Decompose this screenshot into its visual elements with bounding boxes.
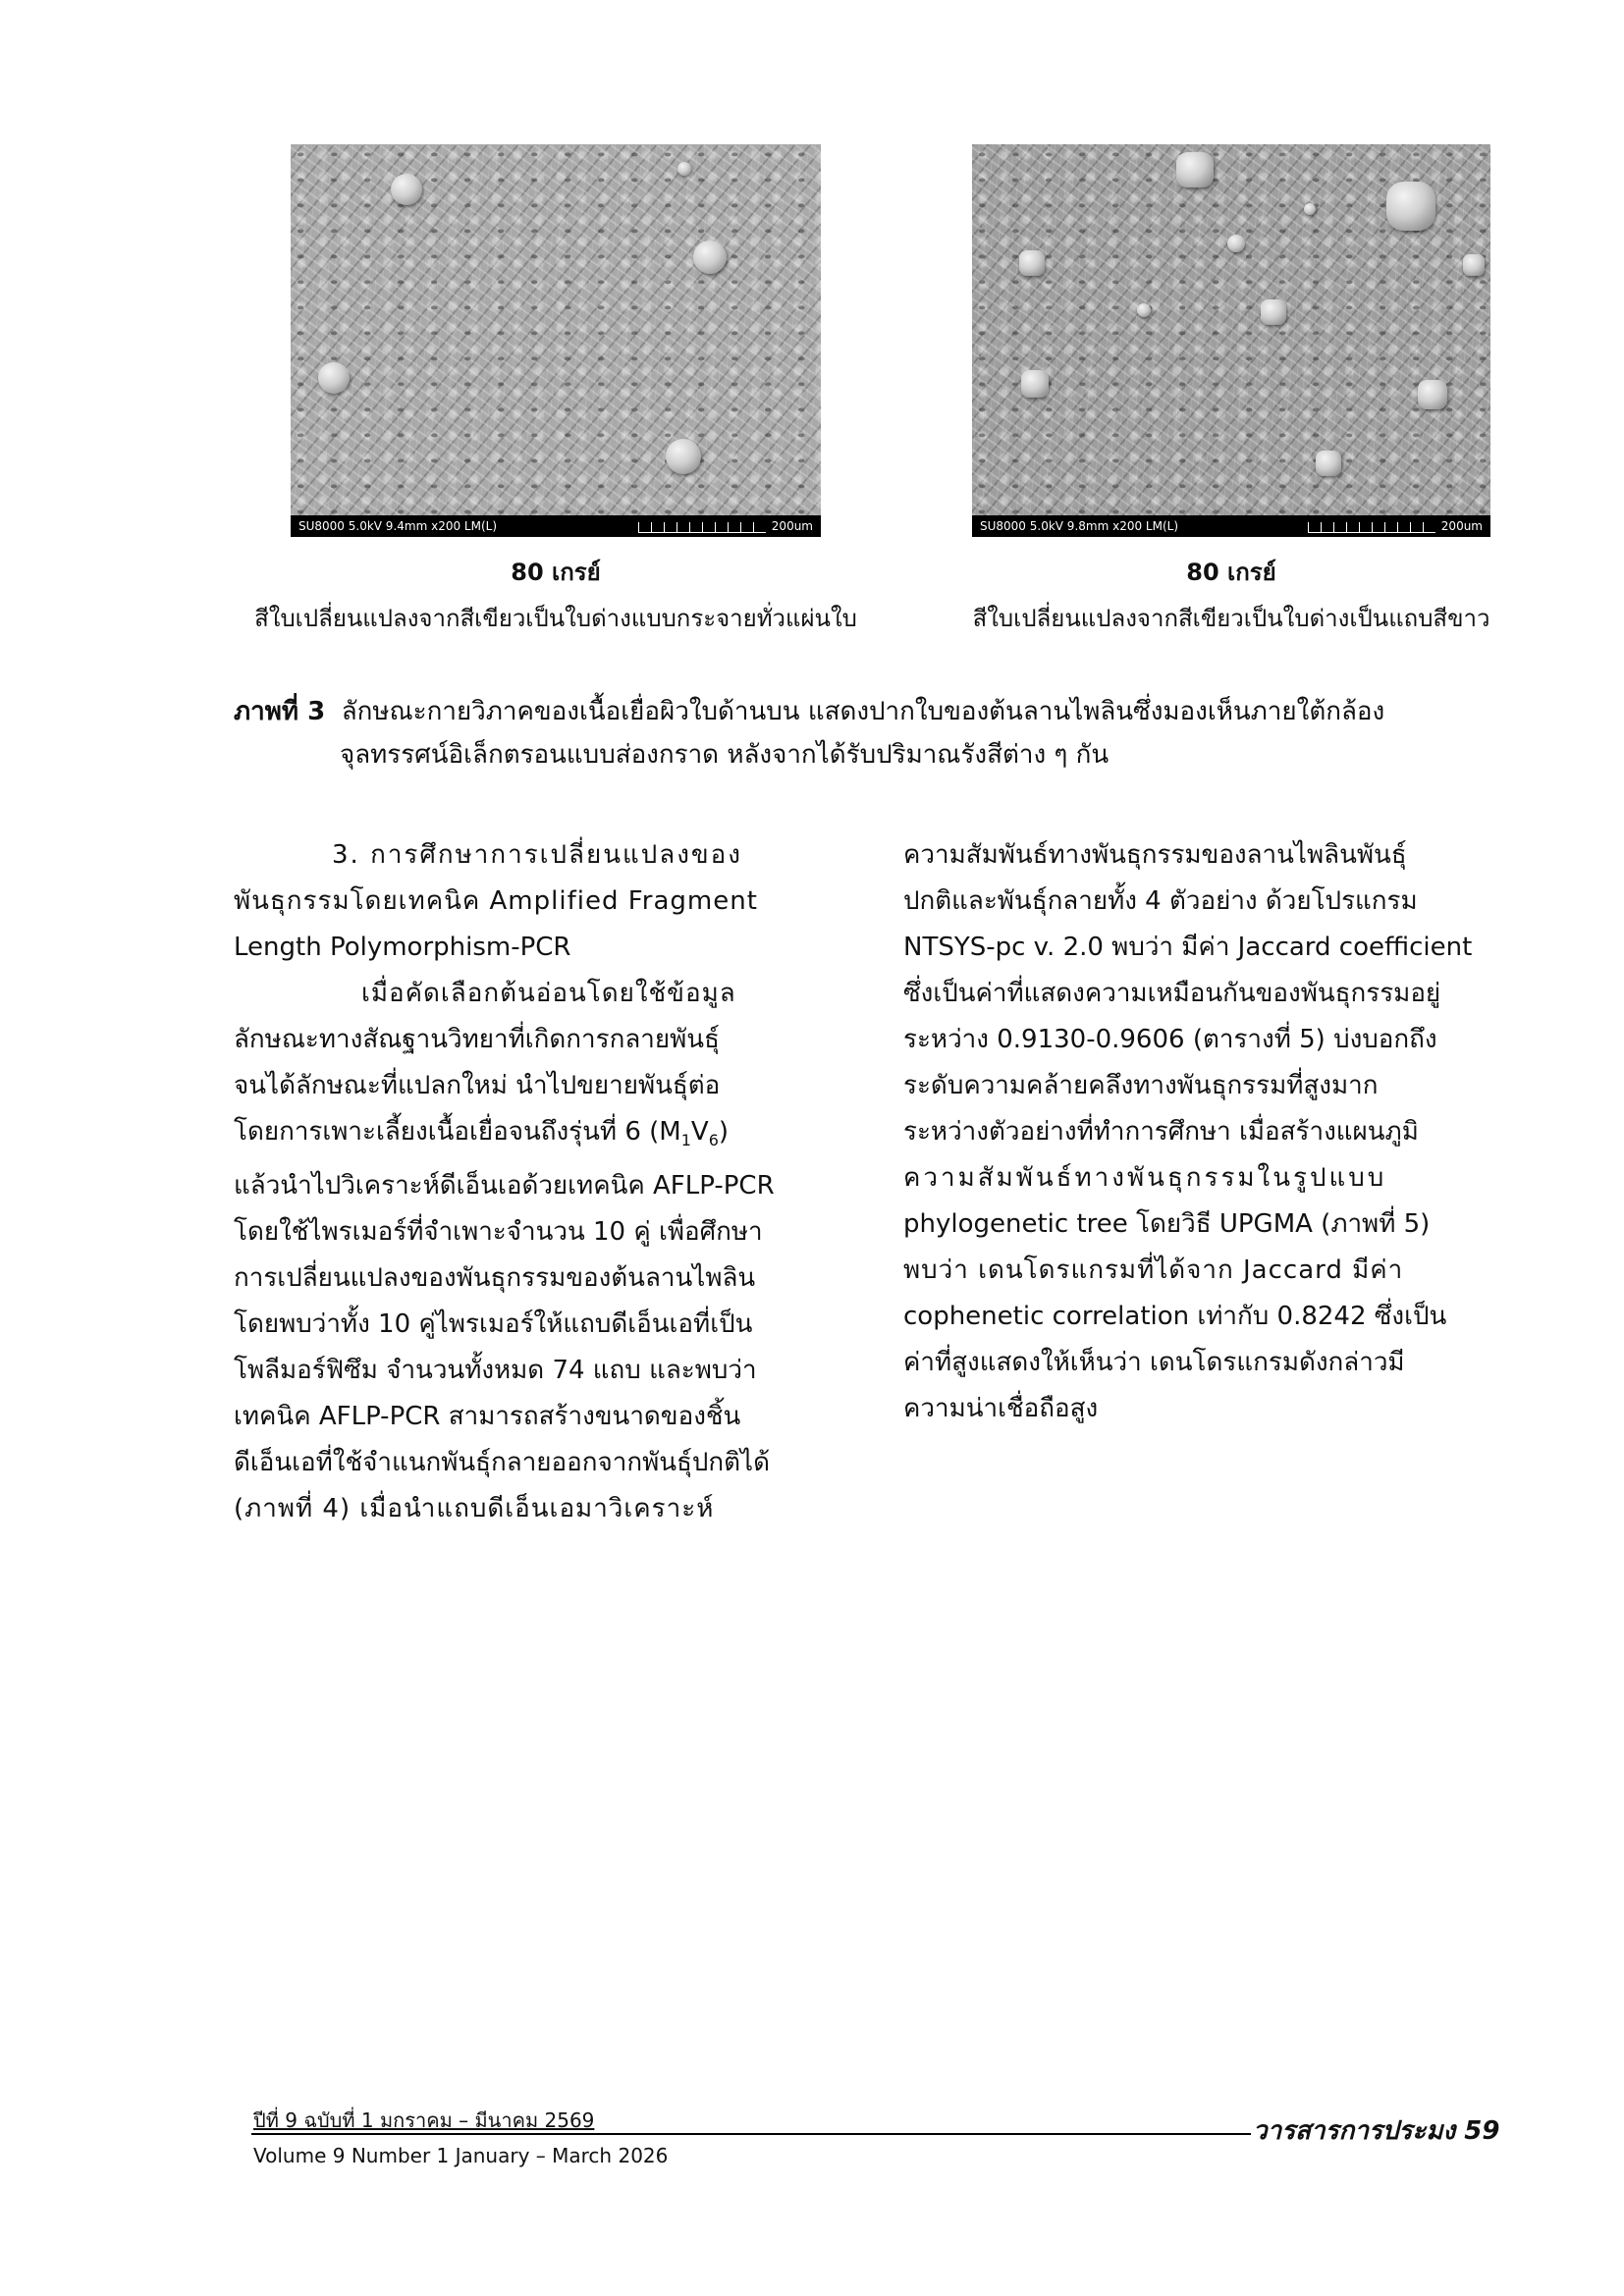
figure-label: ภาพที่ 3	[234, 697, 326, 726]
trichome	[1386, 182, 1435, 231]
scale-label: 200um	[771, 519, 813, 533]
paragraph-line: โดยพบว่าทั้ง 10 คู่ไพรเมอร์ให้แถบดีเอ็นเอที่เป็น	[234, 1309, 753, 1340]
section-heading: พันธุกรรมโดยเทคนิค Amplified Fragment	[234, 886, 758, 916]
trichome	[1021, 370, 1049, 398]
paragraph-line: ความสัมพันธ์ทางพันธุกรรมของลานไพลินพันธุ์	[903, 840, 1407, 870]
sem-info-bar	[291, 515, 821, 537]
subscript: 6	[708, 1131, 719, 1150]
trichome	[1463, 254, 1485, 276]
section-heading: 3. การศึกษาการเปลี่ยนแปลงของ	[332, 840, 742, 870]
paragraph-line: ปกติและพันธุ์กลายทั้ง 4 ตัวอย่าง ด้วยโปรแกรม	[903, 886, 1418, 916]
sem-image-left	[291, 144, 821, 537]
scale-bar	[1308, 519, 1483, 533]
sem-info: SU8000 5.0kV 9.8mm x200 LM(L)	[980, 519, 1178, 533]
paragraph-line: ซึ่งเป็นค่าที่แสดงความเหมือนกันของพันธุกรรมอยู่	[903, 979, 1441, 1008]
paragraph-line: NTSYS-pc v. 2.0 พบว่า มีค่า Jaccard coefficient	[903, 933, 1473, 962]
paragraph-line: ระดับความคล้ายคลึงทางพันธุกรรมที่สูงมาก	[903, 1071, 1379, 1100]
subfigure-right-caption: สีใบเปลี่ยนแปลงจากสีเขียวเป็นใบด่างเป็นแถบสีขาว	[972, 605, 1490, 632]
trichome	[1227, 235, 1245, 252]
footer-journal-page: วารสารการประมง 59	[1253, 2116, 1500, 2146]
trichome	[1418, 380, 1447, 409]
trichome	[1137, 303, 1151, 317]
footer-issue-thai: ปีที่ 9 ฉบับที่ 1 มกราคม – มีนาคม 2569	[253, 2109, 595, 2132]
paragraph-line: ระหว่างตัวอย่างที่ทำการศึกษา เมื่อสร้างแผนภูมิ	[903, 1117, 1419, 1147]
paragraph-line: จนได้ลักษณะที่แปลกใหม่ นำไปขยายพันธุ์ต่อ	[234, 1071, 721, 1100]
footer-rule	[251, 2133, 1251, 2135]
paragraph-line: โดยใช้ไพรเมอร์ที่จำเพาะจำนวน 10 คู่ เพื่อศึกษา	[234, 1217, 763, 1248]
figure-caption-line1: ลักษณะกายวิภาคของเนื้อเยื่อผิวใบด้านบน แสดงปากใบของต้นลานไพลินซึ่งมองเห็นภายใต้กล้อง	[341, 697, 1385, 726]
trichome	[1261, 299, 1286, 325]
paragraph-line: (ภาพที่ 4) เมื่อนำแถบดีเอ็นเอมาวิเคราะห์	[234, 1494, 715, 1524]
trichome	[1019, 250, 1045, 276]
trichome	[391, 174, 422, 205]
scale-ticks	[1308, 522, 1435, 533]
sem-image-right	[972, 144, 1490, 537]
trichome	[318, 362, 350, 394]
trichome	[1304, 203, 1316, 215]
paragraph-line: แล้วนำไปวิเคราะห์ดีเอ็นเอด้วยเทคนิค AFLP-PCR	[234, 1171, 775, 1201]
figure-caption	[234, 690, 1441, 776]
paragraph-line	[234, 1109, 813, 1163]
trichome	[677, 162, 691, 176]
paragraph-line: พบว่า เดนโดรแกรมที่ได้จาก Jaccard มีค่า	[903, 1255, 1404, 1285]
paragraph-line: ความสัมพันธ์ทางพันธุกรรมในรูปแบบ	[903, 1163, 1387, 1193]
sem-info-bar	[972, 515, 1490, 537]
paragraph-line: cophenetic correlation เท่ากับ 0.8242 ซึ่งเป็น	[903, 1302, 1447, 1331]
paragraph-line: ความน่าเชื่อถือสูง	[903, 1394, 1099, 1423]
paragraph-line: การเปลี่ยนแปลงของพันธุกรรมของต้นลานไพลิน	[234, 1263, 756, 1294]
footer-issue-english: Volume 9 Number 1 January – March 2026	[253, 2144, 669, 2167]
trichome	[1316, 451, 1341, 476]
scale-bar	[638, 519, 813, 533]
left-column	[234, 832, 813, 1532]
sem-info: SU8000 5.0kV 9.4mm x200 LM(L)	[298, 519, 497, 533]
subfigure-left-caption: สีใบเปลี่ยนแปลงจากสีเขียวเป็นใบด่างแบบกระจายทั่วแผ่นใบ	[254, 605, 857, 632]
subscript: 1	[680, 1131, 691, 1150]
paragraph-line: ค่าที่สูงแสดงให้เห็นว่า เดนโดรแกรมดังกล่าวมี	[903, 1348, 1405, 1377]
scale-ticks	[638, 522, 766, 533]
trichome	[666, 439, 701, 474]
subfigure-left-title: 80 เกรย์	[511, 559, 601, 586]
right-column	[903, 832, 1485, 1432]
paragraph-line: phylogenetic tree โดยวิธี UPGMA (ภาพที่ 5)	[903, 1209, 1431, 1239]
paragraph-line: ดีเอ็นเอที่ใช้จำแนกพันธุ์กลายออกจากพันธุ์ปกติได้	[234, 1448, 770, 1478]
paragraph-line: เทคนิค AFLP-PCR สามารถสร้างขนาดของชิ้น	[234, 1402, 741, 1432]
paragraph-line: ระหว่าง 0.9130-0.9606 (ตารางที่ 5) บ่งบอกถึง	[903, 1025, 1437, 1054]
text-fragment: )	[718, 1117, 730, 1147]
section-heading: Length Polymorphism-PCR	[234, 933, 571, 962]
paragraph-line: ลักษณะทางสัณฐานวิทยาที่เกิดการกลายพันธุ์	[234, 1025, 720, 1054]
scale-label: 200um	[1440, 519, 1483, 533]
text-fragment: โดยการเพาะเลี้ยงเนื้อเยื่อจนถึงรุ่นที่ 6 (M	[234, 1117, 681, 1147]
figure-caption-line2: จุลทรรศน์อิเล็กตรอนแบบส่องกราด หลังจากได้รับปริมาณรังสีต่าง ๆ กัน	[340, 740, 1110, 770]
trichome	[693, 240, 727, 274]
paragraph-line: เมื่อคัดเลือกต้นอ่อนโดยใช้ข้อมูล	[361, 979, 736, 1008]
trichome	[1176, 152, 1214, 187]
text-fragment: V	[690, 1117, 709, 1147]
subfigure-right-title: 80 เกรย์	[1186, 559, 1276, 586]
paragraph-line: โพลีมอร์ฟิซึม จำนวนทั้งหมด 74 แถบ และพบว่า	[234, 1356, 757, 1386]
